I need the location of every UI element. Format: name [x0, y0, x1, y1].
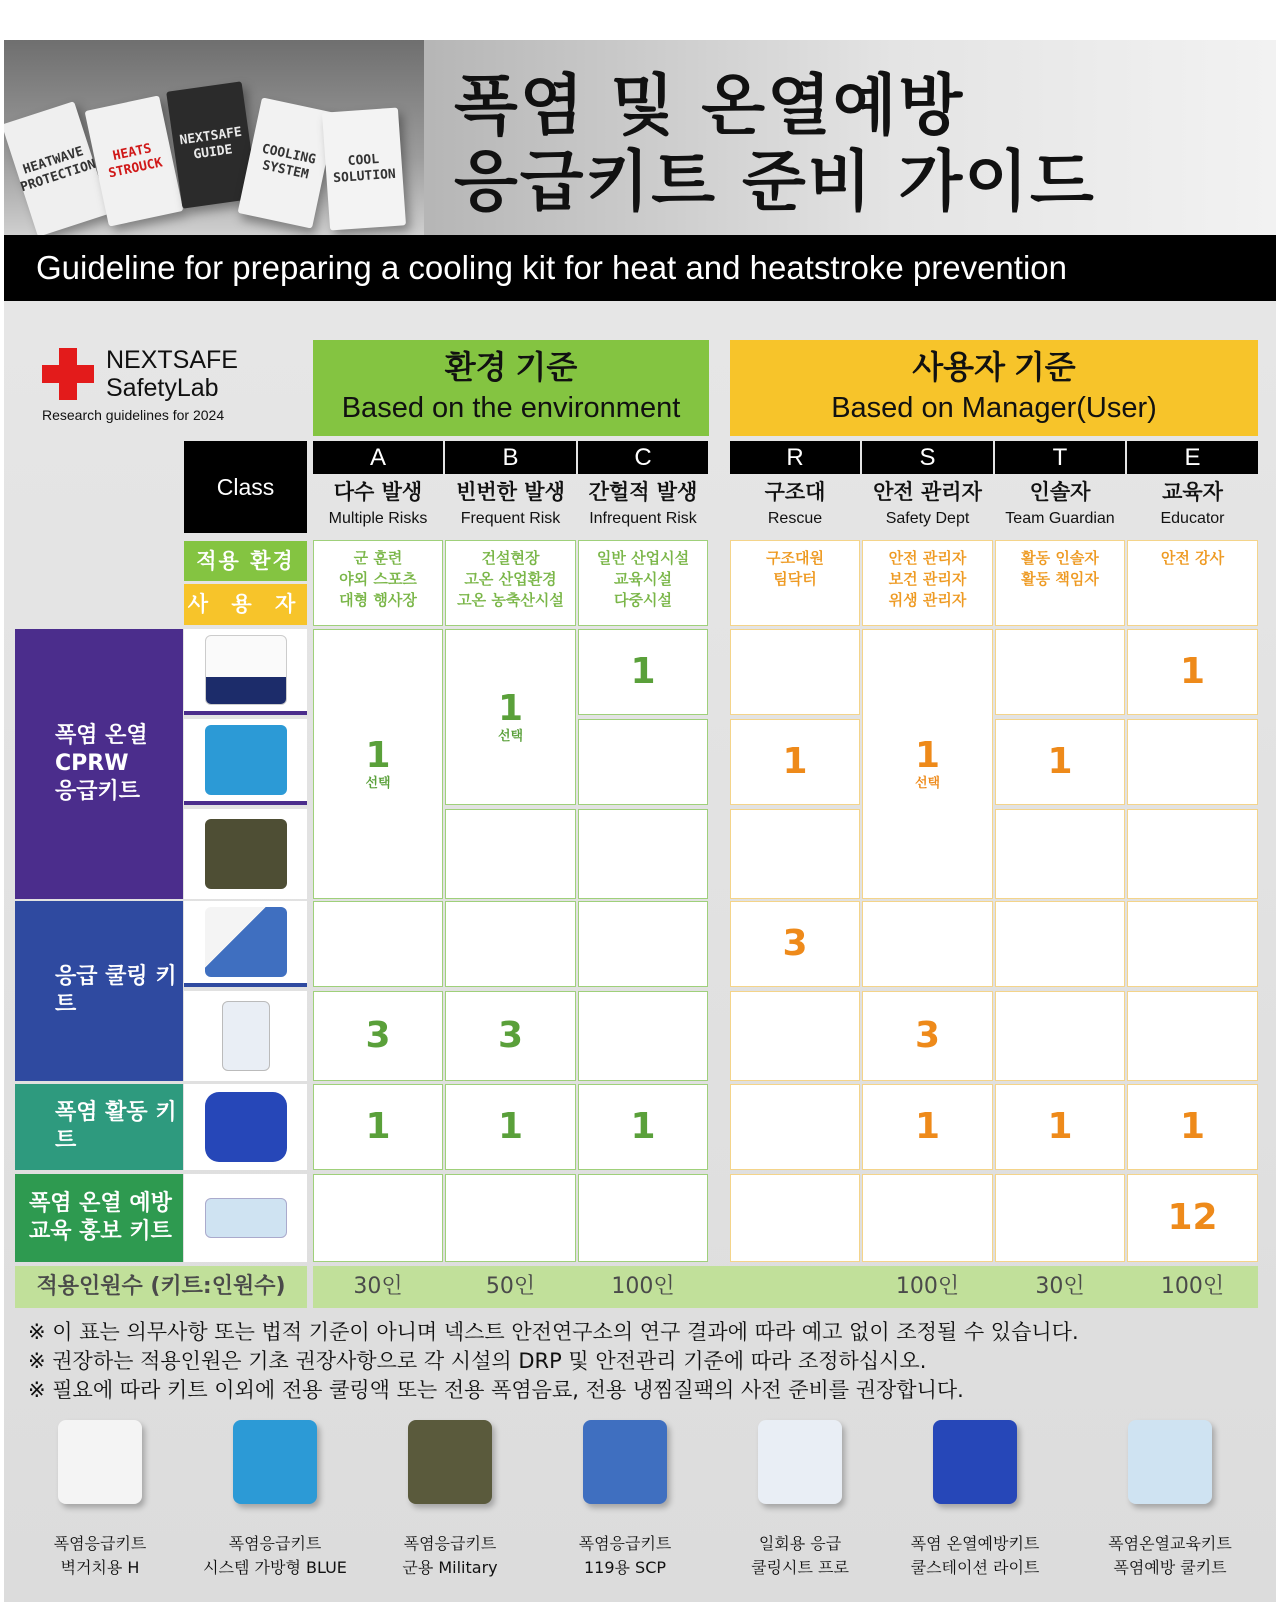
section-education-kit: 폭염 온열 예방 교육 홍보 키트: [15, 1174, 183, 1262]
grid-cell: [862, 1174, 993, 1262]
grid-cell: [445, 901, 576, 987]
note-item: ※ 권장하는 적용인원은 기초 권장사항으로 각 시설의 DRP 및 안전관리 기준에 따라 조정하십시오.: [28, 1349, 927, 1373]
thumb-cool-station: [184, 1084, 307, 1170]
book-cooling: COOLING SYSTEM: [238, 97, 337, 228]
column-letter-c: C: [578, 441, 708, 474]
grid-cell: [1127, 809, 1258, 899]
column-heading-e: 교육자 Educator: [1160, 480, 1225, 527]
grid-cell: 1: [445, 1084, 576, 1170]
row-label-environment: 적용 환경: [184, 541, 307, 581]
column-heading-s: 안전 관리자 Safety Dept: [873, 480, 982, 527]
applicable-e: 안전 강사: [1127, 540, 1258, 626]
product-image: [1128, 1420, 1212, 1504]
thumb-wall-kit: [184, 629, 307, 715]
product-item: 폭염응급키트 벽거치용 H: [15, 1420, 185, 1580]
grid-cell: [313, 901, 443, 987]
footer-value: 100인: [895, 1274, 960, 1299]
applicable-t: 활동 인솔자 활동 책임자: [995, 540, 1125, 626]
grid-cell: 3: [730, 901, 860, 987]
thumb-blue-bag-kit: [184, 719, 307, 805]
thumb-scp-box: [184, 901, 307, 987]
group-environment: 환경 기준 Based on the environment: [313, 340, 709, 436]
red-cross-icon: [42, 348, 94, 400]
section-cooling-kit: 응급 쿨링 키트: [15, 901, 183, 1081]
grid-cell: [730, 629, 860, 715]
product-item: 폭염온열교육키트 폭염예방 쿨키트: [1085, 1420, 1255, 1580]
grid-cell: [578, 719, 708, 805]
note-item: ※ 이 표는 의무사항 또는 법적 기준이 아니며 넥스트 안전연구소의 연구 결과에 따라 예고 없이 조정될 수 있습니다.: [28, 1320, 1079, 1344]
column-letter-r: R: [730, 441, 860, 474]
grid-cell: 1: [862, 1084, 993, 1170]
applicable-a: 군 훈련 야외 스포츠 대형 행사장: [313, 540, 443, 626]
header: [4, 40, 1276, 235]
grid-cell: [995, 991, 1125, 1081]
column-heading-b: 빈번한 발생 Frequent Risk: [456, 480, 565, 527]
product-image: [583, 1420, 667, 1504]
grid-cell: 1: [313, 1084, 443, 1170]
logo-text: NEXTSAFE SafetyLab: [106, 346, 238, 402]
column-heading-t: 인솔자 Team Guardian: [1005, 480, 1115, 527]
class-label: Class: [184, 441, 307, 533]
applicable-c: 일반 산업시설 교육시설 다중시설: [578, 540, 708, 626]
book-nextsafe: NEXTSAFE GUIDE: [166, 81, 258, 208]
subtitle-banner: Guideline for preparing a cooling kit for heat and heatstroke prevention: [4, 235, 1276, 301]
book-cool: COOL SOLUTION: [322, 107, 406, 230]
footer-row-label: 적용인원수 (키트:인원수): [15, 1266, 307, 1308]
grid-cell: [578, 809, 708, 899]
footer-value: 50인: [485, 1274, 536, 1299]
grid-cell: 1 선택: [313, 629, 443, 899]
grid-cell: 1: [1127, 1084, 1258, 1170]
page-title: 폭염 및 온열예방 응급키트 준비 가이드: [454, 67, 1096, 220]
product-image: [758, 1420, 842, 1504]
column-letter-e: E: [1127, 441, 1258, 474]
grid-cell: [995, 901, 1125, 987]
product-image: [933, 1420, 1017, 1504]
grid-cell: [995, 1174, 1125, 1262]
thumb-cooling-sheet: [184, 991, 307, 1081]
grid-cell: [578, 991, 708, 1081]
group-user: 사용자 기준 Based on Manager(User): [730, 340, 1258, 436]
grid-cell: [1127, 991, 1258, 1081]
column-letter-s: S: [862, 441, 993, 474]
grid-cell: [862, 901, 993, 987]
grid-cell: 1: [578, 629, 708, 715]
section-activity-kit: 폭염 활동 키트: [15, 1084, 183, 1170]
grid-cell: [445, 1174, 576, 1262]
grid-cell: 1: [995, 1084, 1125, 1170]
product-image: [58, 1420, 142, 1504]
grid-cell: [445, 809, 576, 899]
grid-cell: 1: [995, 719, 1125, 805]
grid-cell: 1: [730, 719, 860, 805]
product-image: [233, 1420, 317, 1504]
product-item: 폭염응급키트 군용 Military: [365, 1420, 535, 1580]
grid-cell: [578, 1174, 708, 1262]
footer-value: 30인: [353, 1274, 403, 1299]
book-heats: HEATS STROUCK: [85, 95, 184, 226]
column-letter-b: B: [445, 441, 576, 474]
grid-cell: 3: [313, 991, 443, 1081]
grid-cell: [578, 901, 708, 987]
product-item: 일회용 응급 쿨링시트 프로: [715, 1420, 885, 1580]
grid-cell: [730, 991, 860, 1081]
applicable-r: 구조대원 팀닥터: [730, 540, 860, 626]
product-item: 폭염 온열예방키트 쿨스테이션 라이트: [890, 1420, 1060, 1580]
footer-value: 30인: [1035, 1274, 1085, 1299]
row-label-user: 사 용 자: [184, 584, 307, 625]
product-item: 폭염응급키트 시스템 가방형 BLUE: [190, 1420, 360, 1580]
grid-cell: 1 선택: [445, 629, 576, 805]
grid-cell: 3: [862, 991, 993, 1081]
thumb-education-kit: [184, 1174, 307, 1262]
footer-value: 100인: [1160, 1274, 1225, 1299]
grid-cell: 3: [445, 991, 576, 1081]
product-image: [408, 1420, 492, 1504]
column-heading-a: 다수 발생 Multiple Risks: [328, 480, 428, 527]
applicable-s: 안전 관리자 보건 관리자 위생 관리자: [862, 540, 993, 626]
grid-cell: [1127, 901, 1258, 987]
column-letter-a: A: [313, 441, 443, 474]
books-image: [4, 40, 424, 235]
applicable-b: 건설현장 고온 산업환경 고온 농축산시설: [445, 540, 576, 626]
grid-cell: [995, 809, 1125, 899]
grid-cell: [1127, 719, 1258, 805]
section-cprw-kit: 폭염 온열 CPRW 응급키트: [15, 629, 183, 899]
grid-cell: 1 선택: [862, 629, 993, 899]
grid-cell: [730, 809, 860, 899]
column-heading-c: 간헐적 발생 Infrequent Risk: [588, 480, 698, 527]
footer-value: [730, 1266, 860, 1308]
grid-cell: 12: [1127, 1174, 1258, 1262]
column-letter-t: T: [995, 441, 1125, 474]
product-item: 폭염응급키트 119용 SCP: [540, 1420, 710, 1580]
grid-cell: [730, 1174, 860, 1262]
thumb-military-kit: [184, 809, 307, 899]
note-item: ※ 필요에 따라 키트 이외에 전용 쿨링액 또는 전용 폭염음료, 전용 냉찜질팩의 사전 준비를 권장합니다.: [28, 1378, 964, 1402]
grid-cell: [995, 629, 1125, 715]
grid-cell: 1: [578, 1084, 708, 1170]
grid-cell: [313, 1174, 443, 1262]
grid-cell: [730, 1084, 860, 1170]
logo-subtitle: Research guidelines for 2024: [42, 407, 225, 423]
book-heatwave: HEATWAVE PROTECTION: [4, 101, 110, 235]
notes: [28, 1318, 1079, 1405]
column-heading-r: 구조대 Rescue: [764, 480, 826, 527]
grid-cell: 1: [1127, 629, 1258, 715]
footer-value: 100인: [611, 1274, 675, 1299]
